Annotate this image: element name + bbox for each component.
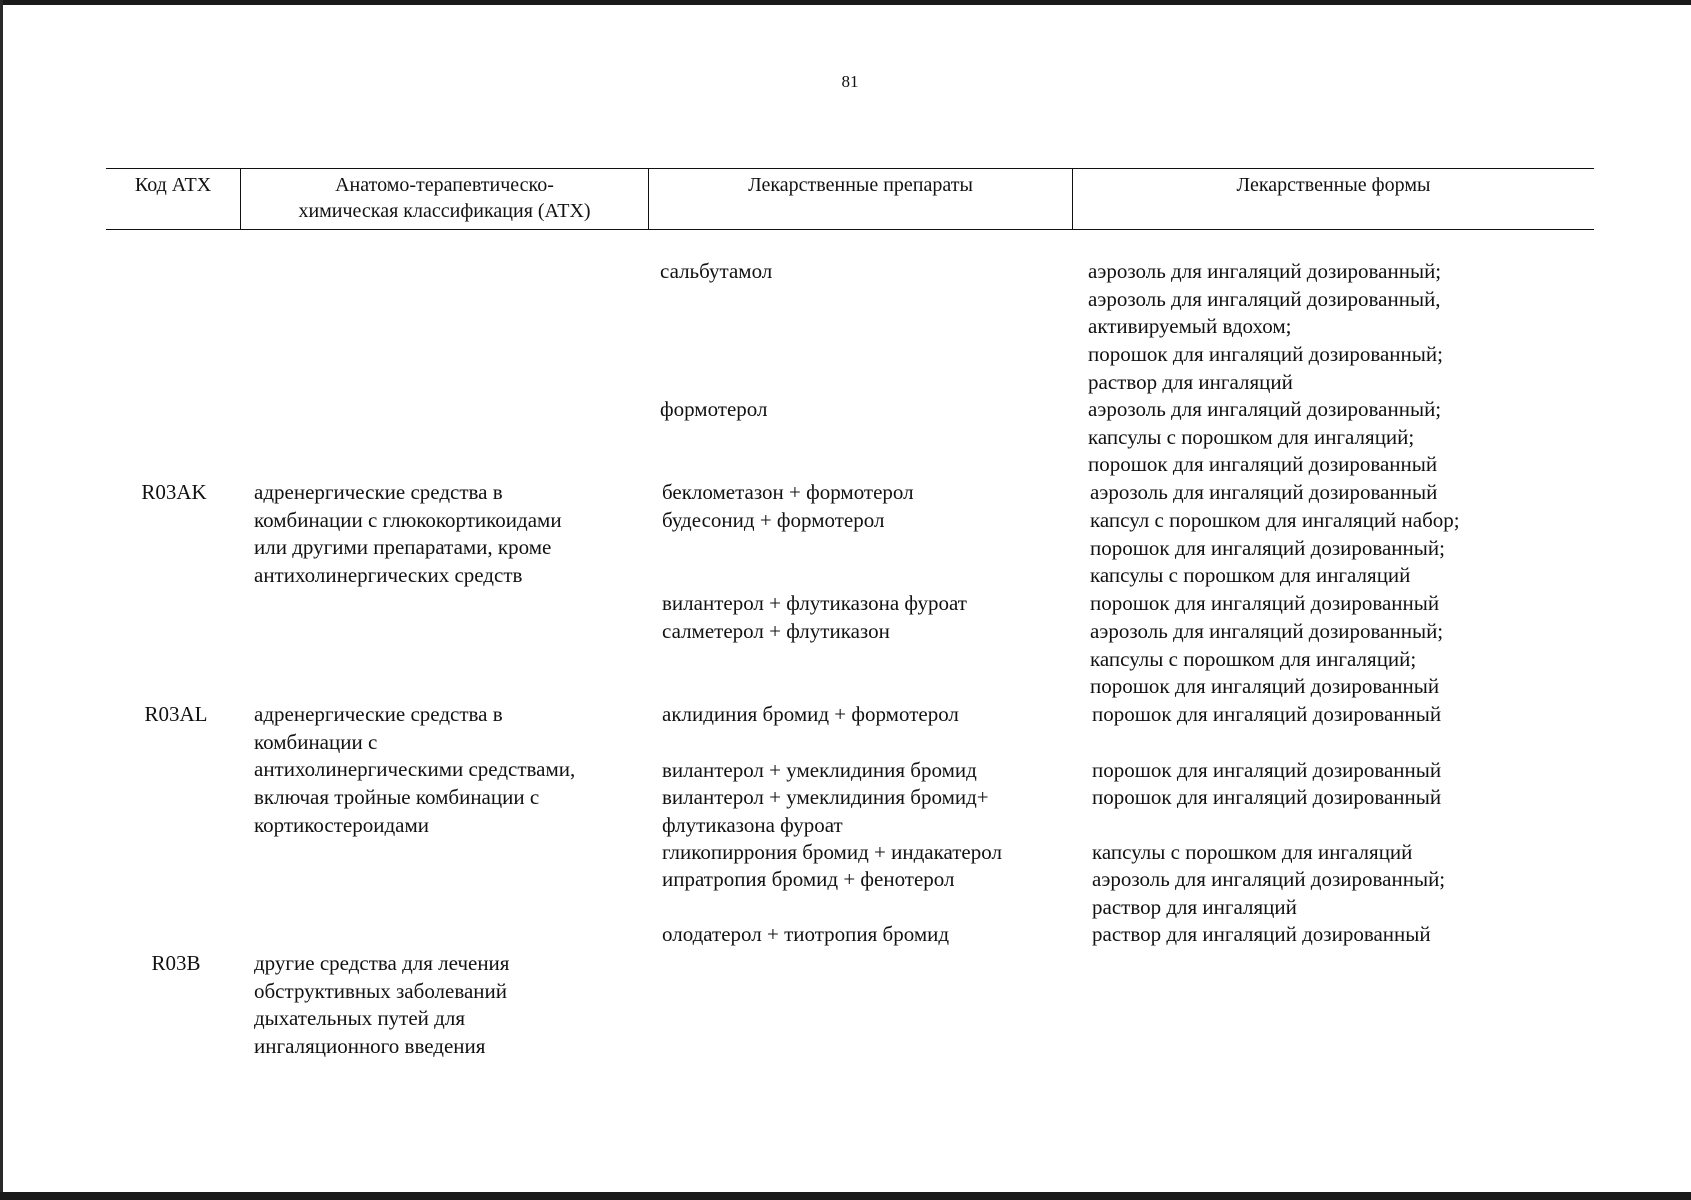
- class-line: адренергические средства в: [254, 480, 503, 504]
- class-line: другие средства для лечения: [254, 951, 510, 975]
- atc-code: R03B: [151, 951, 201, 975]
- form-line: активируемый вдохом;: [1088, 314, 1292, 339]
- header-classification: [240, 169, 648, 229]
- drug-line: вилантерол + умеклидиния бромид+: [662, 785, 989, 809]
- atc-classification: [254, 701, 575, 840]
- form-line: порошок для ингаляций дозированный: [1092, 702, 1442, 726]
- form-line: порошок для ингаляций дозированный: [1092, 758, 1442, 782]
- atc-code: R03AL: [144, 702, 208, 726]
- form-line: порошок для ингаляций дозированный: [1088, 452, 1438, 477]
- drug-name: формотерол: [660, 397, 768, 421]
- form-line: порошок для ингаляций дозированный: [1090, 674, 1440, 699]
- form-line: капсулы с порошком для ингаляций;: [1090, 646, 1417, 671]
- form-line: капсулы с порошком для ингаляций: [1092, 840, 1413, 864]
- class-line: включая тройные комбинации с: [254, 785, 540, 810]
- form-line: раствор для ингаляций: [1092, 894, 1297, 919]
- page-number: 81: [841, 72, 859, 91]
- class-line: обструктивных заболеваний: [254, 978, 508, 1003]
- atc-code: R03AK: [141, 480, 207, 504]
- drug-name: вилантерол + умеклидиния бромид: [662, 758, 977, 782]
- form-line: порошок для ингаляций дозированный: [1090, 591, 1440, 615]
- drug-name: [662, 784, 989, 839]
- drug-name: гликопиррония бромид + индакатерол: [662, 840, 1002, 864]
- class-line: дыхательных путей для: [254, 1006, 465, 1031]
- drug-forms: [1088, 396, 1441, 479]
- form-line: капсул с порошком для ингаляций набор;: [1090, 508, 1460, 532]
- class-line: или другими препаратами, кроме: [254, 535, 552, 560]
- class-line: антихолинергическими средствами,: [254, 757, 576, 782]
- header-code: Код АТХ: [134, 174, 212, 196]
- drug-forms: [1090, 507, 1460, 590]
- form-line: капсулы с порошком для ингаляций;: [1088, 424, 1415, 449]
- drug-forms: [1088, 258, 1443, 397]
- form-line: аэрозоль для ингаляций дозированный;: [1088, 259, 1442, 283]
- form-line: порошок для ингаляций дозированный;: [1088, 342, 1443, 367]
- drug-name: ипратропия бромид + фенотерол: [662, 867, 955, 891]
- form-line: порошок для ингаляций дозированный: [1092, 785, 1442, 809]
- scan-border-left: [0, 0, 3, 1200]
- class-line: комбинации с: [254, 729, 378, 754]
- class-line: комбинации с глюкокортикоидами: [254, 507, 562, 532]
- scan-border-top: [0, 0, 1691, 5]
- header-classification-line: химическая классификация (АТХ): [298, 200, 591, 222]
- form-line: аэрозоль для ингаляций дозированный,: [1088, 286, 1441, 311]
- drug-name: аклидиния бромид + формотерол: [662, 702, 959, 726]
- class-line: кортикостероидами: [254, 812, 430, 837]
- class-line: ингаляционного введения: [254, 1034, 486, 1059]
- form-line: раствор для ингаляций: [1088, 369, 1293, 394]
- class-line: антихолинергических средств: [254, 563, 523, 588]
- form-line: аэрозоль для ингаляций дозированный: [1090, 480, 1438, 504]
- table-header: [106, 168, 1594, 230]
- drug-forms: [1092, 866, 1445, 921]
- atc-classification: [254, 950, 509, 1061]
- form-line: раствор для ингаляций дозированный: [1092, 922, 1431, 946]
- drug-name: будесонид + формотерол: [662, 508, 885, 532]
- header-classification-line: Анатомо-терапевтическо-: [335, 174, 554, 196]
- drug-name: беклометазон + формотерол: [662, 480, 914, 504]
- drug-name: олодатерол + тиотропия бромид: [662, 922, 950, 946]
- drug-name: сальбутамол: [660, 259, 773, 283]
- drug-line: флутиказона фуроат: [662, 812, 843, 837]
- drug-name: вилантерол + флутиказона фуроат: [662, 591, 967, 615]
- form-line: аэрозоль для ингаляций дозированный;: [1088, 397, 1442, 421]
- header-drugs: Лекарственные препараты: [648, 169, 1072, 229]
- form-line: порошок для ингаляций дозированный;: [1090, 535, 1445, 560]
- drug-forms: [1090, 618, 1443, 701]
- form-line: аэрозоль для ингаляций дозированный;: [1092, 867, 1446, 891]
- header-forms: Лекарственные формы: [1072, 169, 1594, 229]
- class-line: адренергические средства в: [254, 702, 503, 726]
- form-line: аэрозоль для ингаляций дозированный;: [1090, 619, 1444, 643]
- atc-classification: [254, 479, 562, 590]
- scan-border-bottom: [0, 1192, 1691, 1200]
- form-line: капсулы с порошком для ингаляций: [1090, 563, 1411, 588]
- drug-name: салметерол + флутиказон: [662, 619, 890, 643]
